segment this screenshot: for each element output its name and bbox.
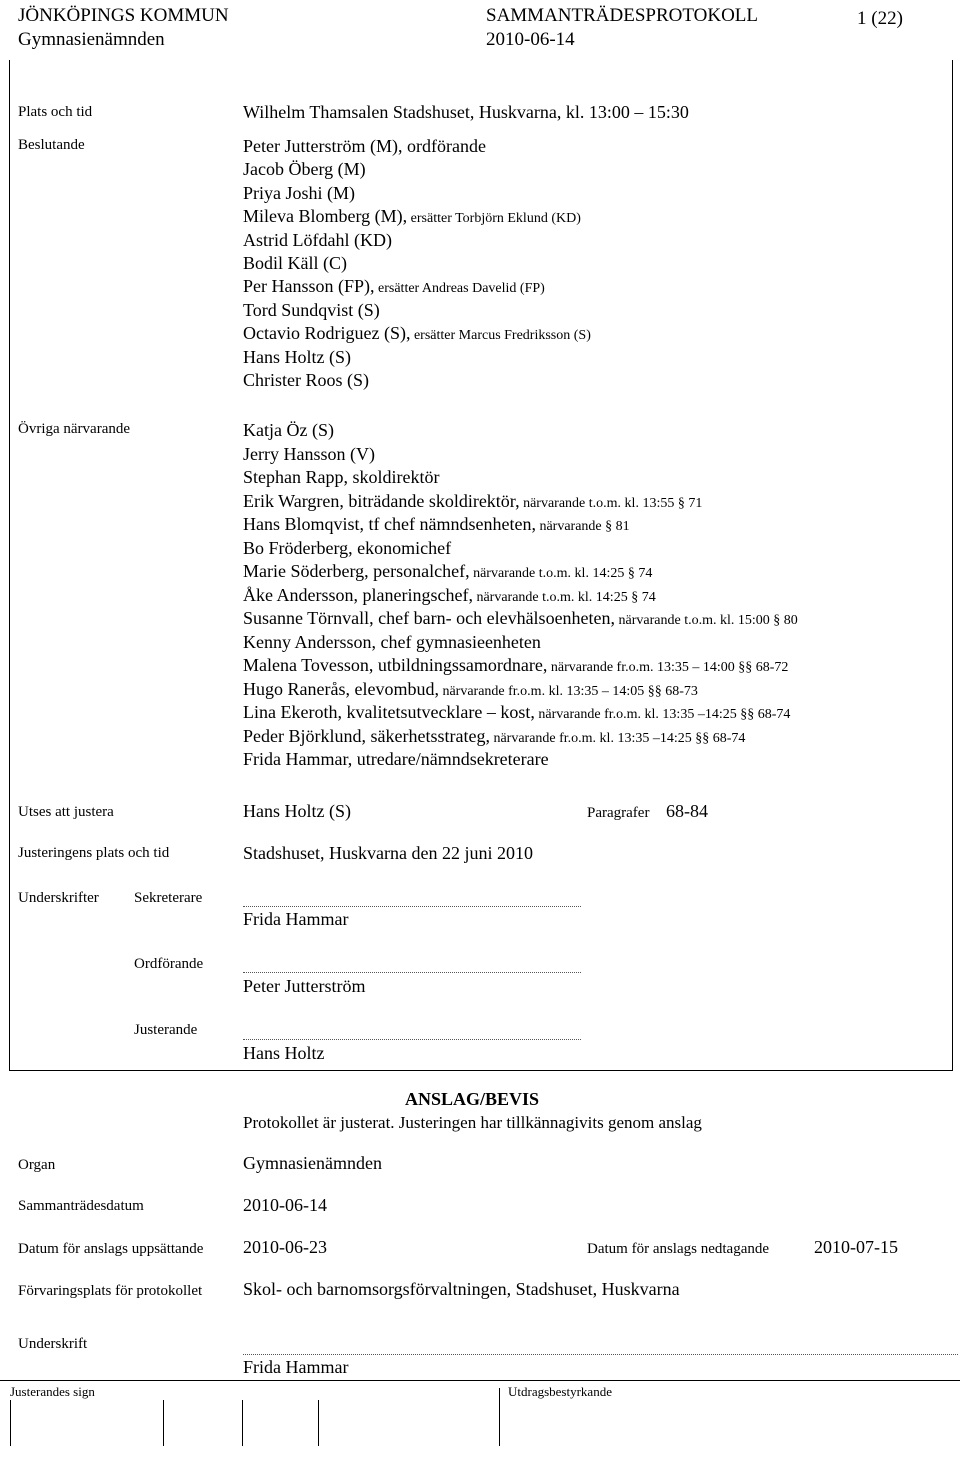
- meeting-date-label: Sammanträdesdatum: [18, 1198, 144, 1214]
- others-present-name: Malena Tovesson, utbildningssamordnare,: [243, 655, 548, 675]
- others-present-name: Katja Öz (S): [243, 420, 334, 440]
- footer-box-line-1: [10, 1400, 11, 1446]
- deciding-item: [243, 136, 486, 157]
- signature-label: Underskrift: [18, 1336, 88, 1352]
- adjuster-value: Hans Holtz (S): [243, 801, 351, 821]
- footer-box-line-4: [318, 1400, 319, 1446]
- storage-label: Förvaringsplats för protokollet: [18, 1283, 203, 1299]
- deciding-name: Christer Roos (S): [243, 370, 369, 390]
- page-number: 1 (22): [857, 8, 903, 29]
- deciding-note: ersätter Andreas Davelid (FP): [374, 281, 545, 297]
- deciding-name: Priya Joshi (M): [243, 182, 355, 203]
- adjusters-sign-label: Justerandes sign: [10, 1384, 95, 1399]
- others-present-note: närvarande t.o.m. kl. 13:55 § 71: [519, 495, 703, 511]
- others-present-item: [243, 561, 652, 582]
- footer-box-line-3: [242, 1400, 243, 1446]
- deciding-note: ersätter Torbjörn Eklund (KD): [407, 211, 581, 227]
- deciding-name: Tord Sundqvist (S): [243, 299, 380, 320]
- others-present-name: Åke Andersson, planeringschef,: [243, 584, 473, 605]
- adjuster-sign-name: Hans Holtz: [243, 1043, 325, 1063]
- paragraphs-label: Paragrafer: [587, 805, 650, 821]
- others-present-note: närvarande fr.o.m. kl. 13:35 – 14:05 §§ 68-73: [438, 683, 698, 699]
- chair-label: Ordförande: [134, 956, 204, 972]
- others-present-item: [243, 632, 541, 653]
- others-present-name: Lina Ekeroth, kvalitetsutvecklare – kost,: [243, 702, 535, 722]
- deciding-name: Octavio Rodriguez (S),: [243, 323, 411, 344]
- deciding-item: [243, 206, 581, 227]
- chair-signature-line: [243, 972, 581, 973]
- organ-value: Gymnasienämnden: [243, 1153, 382, 1173]
- notice-text: Protokollet är justerat. Justeringen har tillkännagivits genom anslag: [243, 1113, 702, 1132]
- others-present-name: Jerry Hansson (V): [243, 443, 375, 464]
- others-present-name: Stephan Rapp, skoldirektör: [243, 467, 440, 487]
- adjuster-label: Utses att justera: [18, 804, 114, 820]
- place-time-label: Plats och tid: [18, 104, 93, 120]
- place-time-value: Wilhelm Thamsalen Stadshuset, Huskvarna, kl. 13:00 – 15:30: [243, 102, 689, 122]
- deciding-name: Hans Holtz (S): [243, 346, 351, 367]
- deciding-label: Beslutande: [18, 137, 85, 153]
- organ-label: Organ: [18, 1157, 56, 1173]
- deciding-item: [243, 253, 347, 274]
- chair-name: Peter Jutterström: [243, 976, 366, 996]
- notice-signature-line: [243, 1354, 958, 1355]
- deciding-item: [243, 276, 545, 297]
- deciding-item: [243, 230, 392, 251]
- others-present-item: [243, 608, 798, 629]
- others-present-note: närvarande t.o.m. kl. 14:25 § 74: [472, 589, 656, 605]
- extract-cert-label: Utdragsbestyrkande: [508, 1384, 612, 1399]
- others-present-item: [243, 538, 451, 559]
- secretary-name: Frida Hammar: [243, 909, 349, 929]
- org-name: JÖNKÖPINGS KOMMUN: [18, 5, 229, 26]
- others-present-item: [243, 420, 334, 441]
- others-present-name: Bo Fröderberg, ekonomichef: [243, 537, 452, 558]
- others-present-item: [243, 655, 788, 676]
- deciding-name: Bodil Käll (C): [243, 253, 347, 273]
- others-present-name: Frida Hammar, utredare/nämndsekreterare: [243, 749, 549, 769]
- footer-rule: [0, 1380, 960, 1381]
- adjust-place-label: Justeringens plats och tid: [18, 845, 170, 861]
- document-date: 2010-06-14: [486, 29, 575, 50]
- deciding-item: [243, 323, 591, 344]
- others-present-item: [243, 679, 698, 700]
- others-present-note: närvarande fr.o.m. kl. 13:35 –14:25 §§ 68-74: [489, 730, 746, 746]
- others-present-note: närvarande § 81: [535, 519, 630, 534]
- signatures-label: Underskrifter: [18, 890, 99, 906]
- others-present-note: närvarande fr.o.m. 13:35 – 14:00 §§ 68-72: [547, 660, 789, 675]
- storage-value: Skol- och barnomsorgsförvaltningen, Stadshuset, Huskvarna: [243, 1279, 680, 1299]
- deciding-name: Mileva Blomberg (M),: [243, 206, 408, 227]
- adjuster-sign-label: Justerande: [134, 1022, 198, 1038]
- others-present-name: Susanne Törnvall, chef barn- och elevhälsoenheten,: [243, 608, 616, 628]
- deciding-item: [243, 347, 351, 368]
- others-present-note: närvarande t.o.m. kl. 15:00 § 80: [615, 613, 798, 628]
- others-present-item: [243, 444, 375, 465]
- secretary-signature-line: [243, 906, 581, 907]
- others-present-note: närvarande t.o.m. kl. 14:25 § 74: [469, 566, 653, 581]
- others-present-item: [243, 702, 790, 723]
- others-present-item: [243, 491, 702, 512]
- others-present-name: Kenny Andersson, chef gymnasieenheten: [243, 631, 541, 652]
- notice-signature-name: Frida Hammar: [243, 1357, 349, 1377]
- document-type: SAMMANTRÄDESPROTOKOLL: [486, 5, 759, 26]
- removed-date-label: Datum för anslags nedtagande: [587, 1241, 770, 1257]
- footer-box-line-5: [499, 1388, 500, 1446]
- posted-date-label: Datum för anslags uppsättande: [18, 1241, 204, 1257]
- deciding-name: Peter Jutterström (M), ordförande: [243, 136, 486, 156]
- others-present-name: Hans Blomqvist, tf chef nämndsenheten,: [243, 514, 536, 534]
- section-divider: [9, 1070, 953, 1071]
- deciding-name: Astrid Löfdahl (KD): [243, 229, 392, 250]
- deciding-item: [243, 183, 355, 204]
- adjuster-signature-line: [243, 1039, 581, 1040]
- others-present-name: Marie Söderberg, personalchef,: [243, 561, 470, 581]
- others-present-item: [243, 467, 439, 488]
- deciding-item: [243, 300, 380, 321]
- others-present-name: Peder Björklund, säkerhetsstrateg,: [243, 725, 490, 746]
- others-present-item: [243, 514, 630, 535]
- frame-right-border: [952, 60, 953, 1071]
- meeting-date-value: 2010-06-14: [243, 1195, 327, 1215]
- others-present-item: [243, 585, 656, 606]
- deciding-item: [243, 159, 366, 180]
- deciding-name: Per Hansson (FP),: [243, 276, 375, 297]
- footer-box-line-2: [163, 1400, 164, 1446]
- paragraphs-value: 68-84: [666, 801, 708, 821]
- deciding-note: ersätter Marcus Fredriksson (S): [410, 328, 591, 344]
- others-present-label: Övriga närvarande: [18, 421, 131, 437]
- removed-date-value: 2010-07-15: [814, 1237, 898, 1257]
- notice-title: ANSLAG/BEVIS: [405, 1089, 540, 1109]
- adjust-place-value: Stadshuset, Huskvarna den 22 juni 2010: [243, 843, 533, 863]
- others-present-note: närvarande fr.o.m. kl. 13:35 –14:25 §§ 68-74: [534, 707, 791, 722]
- posted-date-value: 2010-06-23: [243, 1237, 327, 1257]
- secretary-label: Sekreterare: [134, 890, 203, 906]
- others-present-name: Erik Wargren, biträdande skoldirektör,: [243, 490, 520, 511]
- frame-left-border: [9, 60, 10, 1071]
- others-present-item: [243, 726, 745, 747]
- deciding-item: [243, 370, 369, 391]
- others-present-item: [243, 749, 549, 770]
- deciding-name: Jacob Öberg (M): [243, 159, 366, 180]
- committee-name: Gymnasienämnden: [18, 29, 165, 50]
- others-present-name: Hugo Ranerås, elevombud,: [243, 678, 439, 699]
